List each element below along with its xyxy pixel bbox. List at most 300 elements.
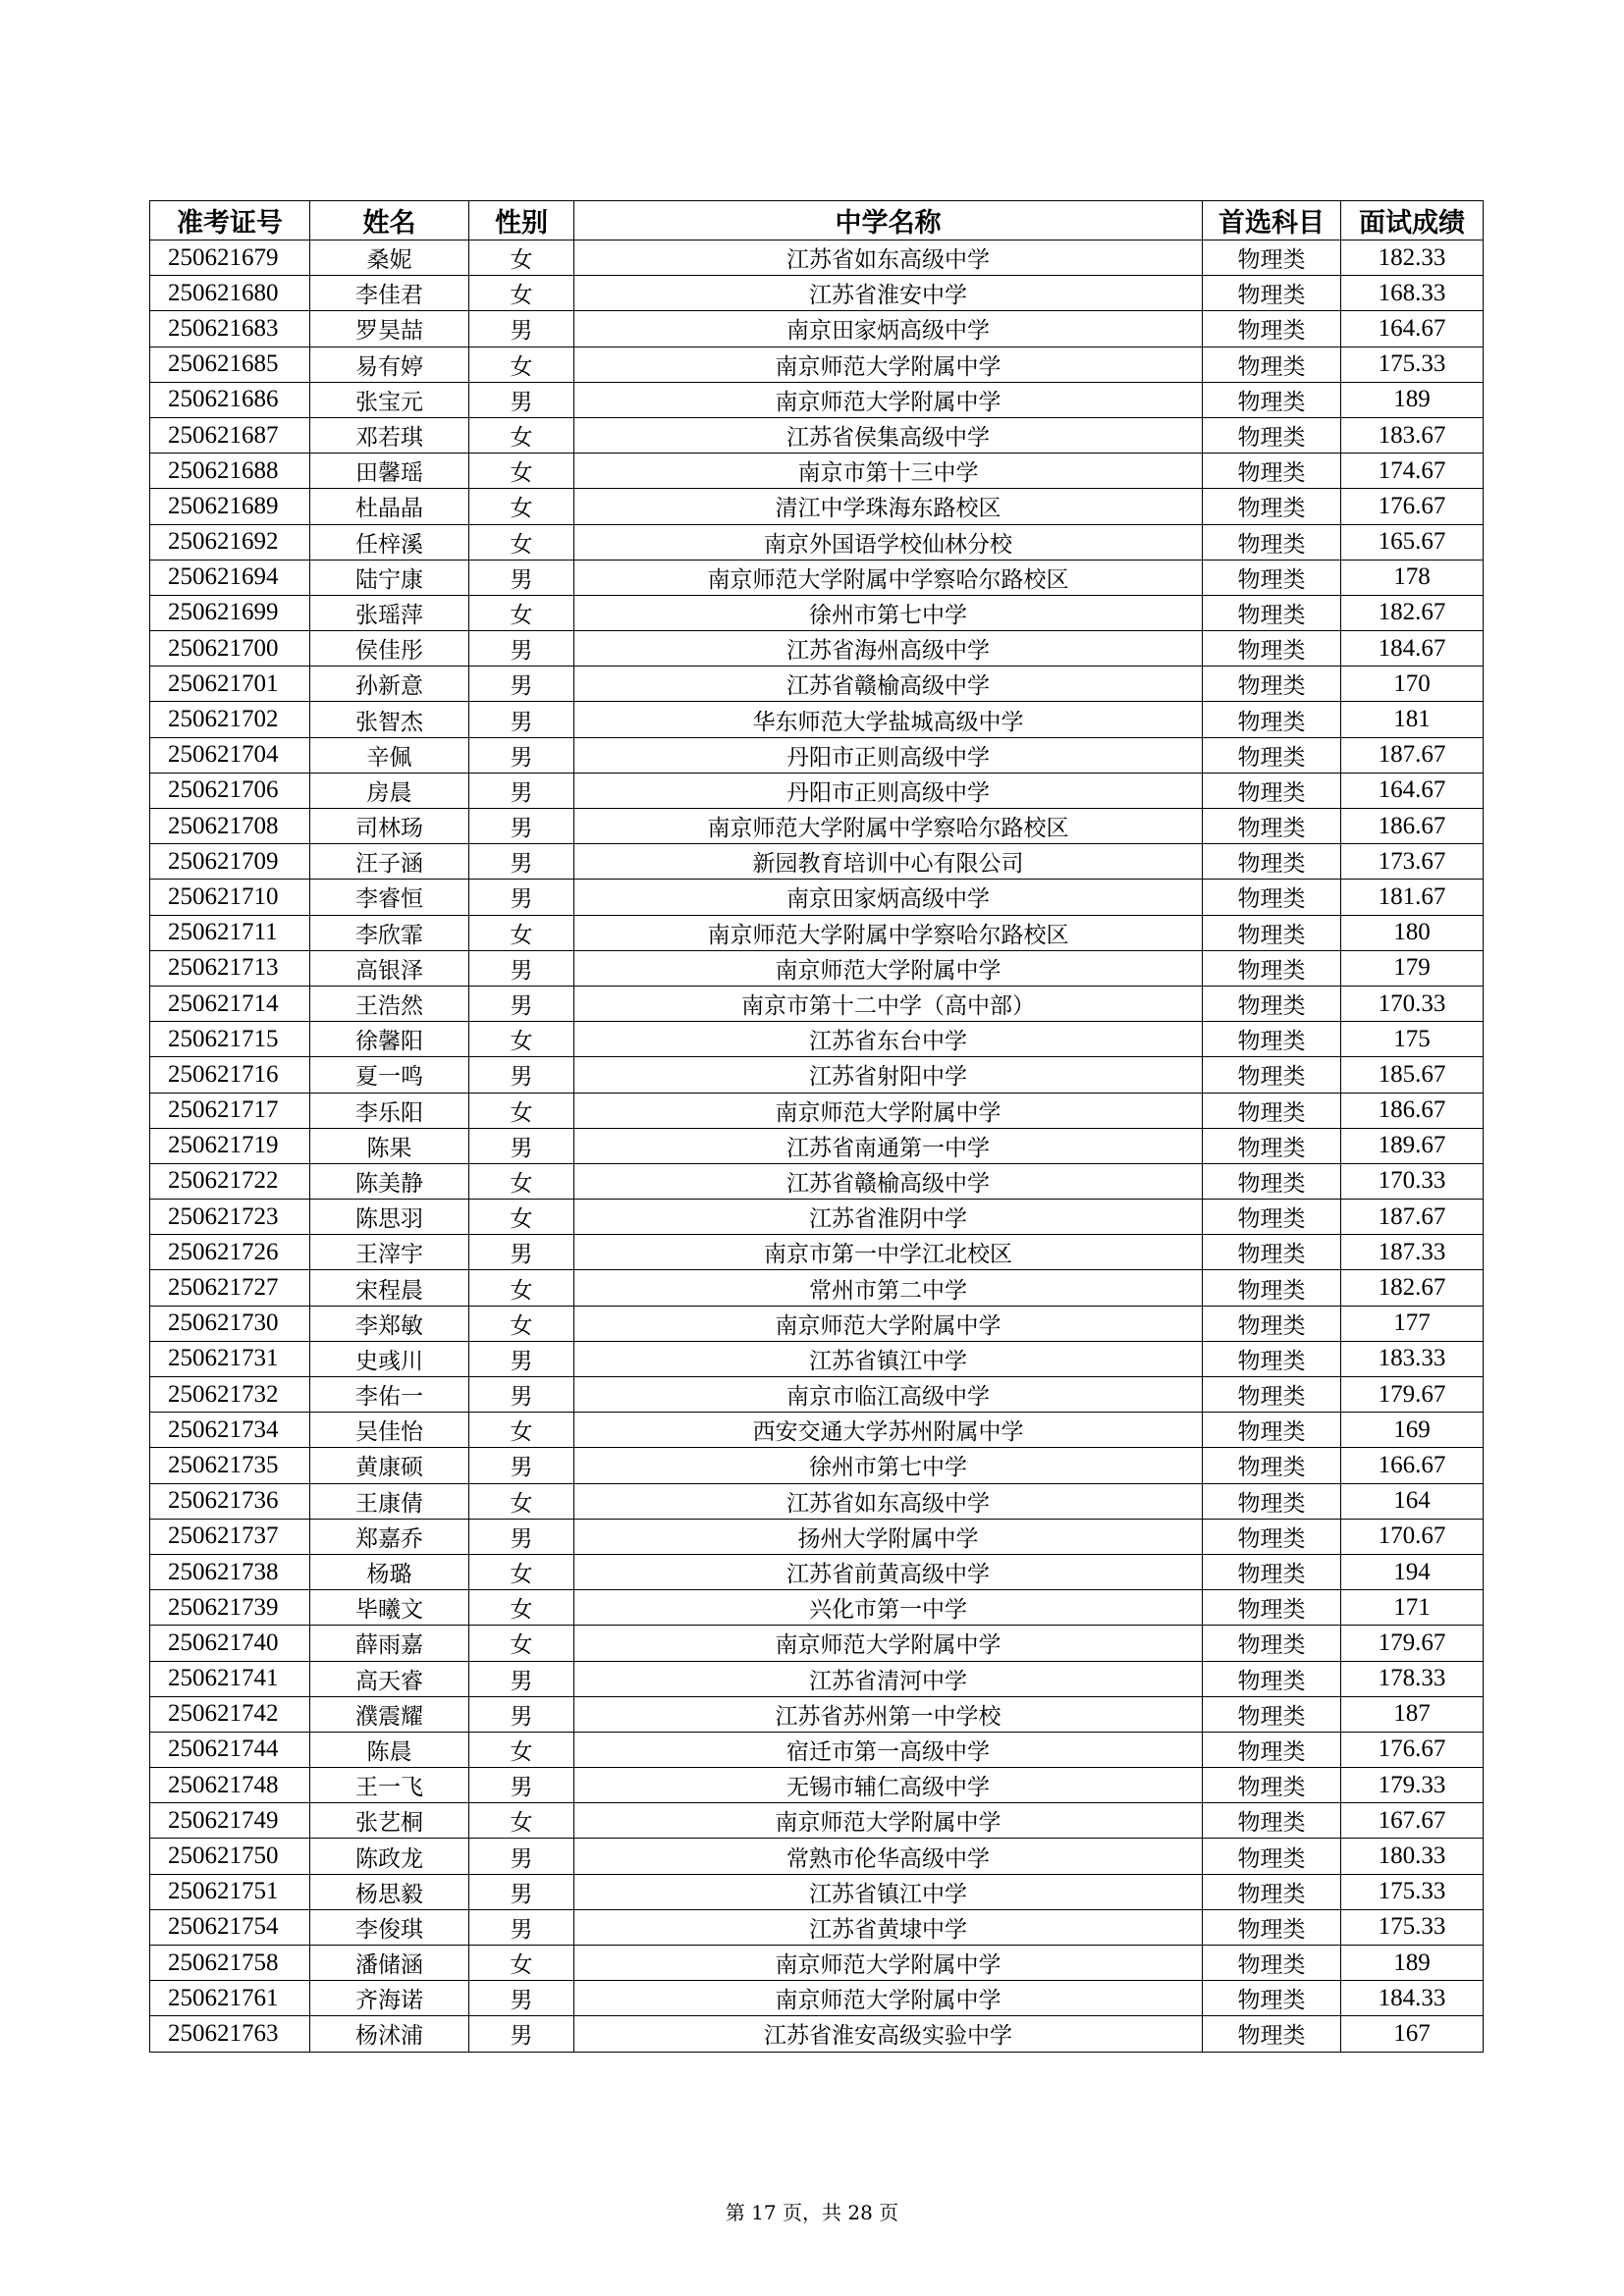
cell-name: 李佑一 — [310, 1377, 469, 1413]
cell-score: 186.67 — [1341, 1093, 1484, 1128]
table-row — [150, 382, 1484, 417]
table-row — [150, 1981, 1484, 2016]
table-row — [150, 986, 1484, 1021]
cell-exam-id: 250621734 — [150, 1413, 310, 1448]
cell-exam-id: 250621738 — [150, 1554, 310, 1589]
cell-subject: 物理类 — [1203, 1341, 1341, 1376]
cell-name: 陈政龙 — [310, 1839, 469, 1874]
cell-exam-id: 250621685 — [150, 347, 310, 382]
cell-exam-id: 250621706 — [150, 773, 310, 808]
cell-exam-id: 250621708 — [150, 809, 310, 844]
cell-gender: 男 — [469, 986, 574, 1021]
cell-name: 罗昊喆 — [310, 311, 469, 347]
cell-subject: 物理类 — [1203, 311, 1341, 347]
cell-score: 170.33 — [1341, 1163, 1484, 1199]
cell-score: 181.67 — [1341, 880, 1484, 915]
cell-school: 常州市第二中学 — [574, 1270, 1203, 1306]
cell-gender: 男 — [469, 950, 574, 986]
table-row — [150, 1519, 1484, 1554]
cell-exam-id: 250621699 — [150, 595, 310, 630]
cell-score: 175.33 — [1341, 1909, 1484, 1945]
cell-subject: 物理类 — [1203, 1981, 1341, 2016]
cell-name: 司林玚 — [310, 809, 469, 844]
cell-school: 江苏省清河中学 — [574, 1661, 1203, 1696]
cell-exam-id: 250621716 — [150, 1057, 310, 1093]
cell-exam-id: 250621739 — [150, 1590, 310, 1626]
cell-subject: 物理类 — [1203, 240, 1341, 276]
table-row — [150, 1235, 1484, 1270]
cell-subject: 物理类 — [1203, 524, 1341, 560]
cell-subject: 物理类 — [1203, 1413, 1341, 1448]
cell-gender: 女 — [469, 347, 574, 382]
cell-school: 南京师范大学附属中学 — [574, 347, 1203, 382]
cell-score: 183.33 — [1341, 1341, 1484, 1376]
cell-exam-id: 250621732 — [150, 1377, 310, 1413]
cell-exam-id: 250621692 — [150, 524, 310, 560]
cell-score: 165.67 — [1341, 524, 1484, 560]
cell-subject: 物理类 — [1203, 1093, 1341, 1128]
cell-gender: 女 — [469, 454, 574, 489]
cell-exam-id: 250621741 — [150, 1661, 310, 1696]
cell-subject: 物理类 — [1203, 950, 1341, 986]
table-row — [150, 595, 1484, 630]
header-score: 面试成绩 — [1341, 201, 1484, 240]
cell-subject: 物理类 — [1203, 417, 1341, 453]
cell-score: 175 — [1341, 1022, 1484, 1057]
cell-subject: 物理类 — [1203, 1554, 1341, 1589]
cell-exam-id: 250621723 — [150, 1200, 310, 1235]
table-row — [150, 311, 1484, 347]
cell-exam-id: 250621711 — [150, 915, 310, 950]
cell-subject: 物理类 — [1203, 1306, 1341, 1341]
cell-name: 黄康硕 — [310, 1448, 469, 1483]
table-row — [150, 809, 1484, 844]
cell-subject: 物理类 — [1203, 1590, 1341, 1626]
cell-subject: 物理类 — [1203, 1768, 1341, 1803]
cell-name: 任梓溪 — [310, 524, 469, 560]
cell-school: 江苏省南通第一中学 — [574, 1128, 1203, 1163]
cell-score: 189 — [1341, 1946, 1484, 1981]
table-row — [150, 1057, 1484, 1093]
cell-score: 164.67 — [1341, 311, 1484, 347]
cell-gender: 女 — [469, 1022, 574, 1057]
cell-school: 扬州大学附属中学 — [574, 1519, 1203, 1554]
cell-school: 南京师范大学附属中学 — [574, 1626, 1203, 1661]
cell-school: 江苏省淮安中学 — [574, 276, 1203, 311]
cell-exam-id: 250621748 — [150, 1768, 310, 1803]
cell-subject: 物理类 — [1203, 489, 1341, 524]
cell-gender: 女 — [469, 1483, 574, 1519]
cell-subject: 物理类 — [1203, 1803, 1341, 1839]
cell-school: 江苏省射阳中学 — [574, 1057, 1203, 1093]
cell-name: 陈晨 — [310, 1732, 469, 1767]
cell-exam-id: 250621688 — [150, 454, 310, 489]
table-row — [150, 773, 1484, 808]
cell-gender: 男 — [469, 560, 574, 595]
table-row — [150, 1590, 1484, 1626]
table-row — [150, 950, 1484, 986]
table-row — [150, 702, 1484, 737]
cell-subject: 物理类 — [1203, 560, 1341, 595]
cell-gender: 女 — [469, 1946, 574, 1981]
cell-name: 毕曦文 — [310, 1590, 469, 1626]
cell-school: 南京师范大学附属中学 — [574, 1946, 1203, 1981]
cell-exam-id: 250621700 — [150, 631, 310, 667]
table-row — [150, 667, 1484, 702]
cell-exam-id: 250621727 — [150, 1270, 310, 1306]
cell-school: 南京师范大学附属中学 — [574, 382, 1203, 417]
cell-school: 江苏省如东高级中学 — [574, 240, 1203, 276]
cell-score: 174.67 — [1341, 454, 1484, 489]
cell-gender: 女 — [469, 1413, 574, 1448]
cell-name: 高银泽 — [310, 950, 469, 986]
cell-name: 桑妮 — [310, 240, 469, 276]
cell-school: 南京师范大学附属中学察哈尔路校区 — [574, 560, 1203, 595]
cell-name: 李欣霏 — [310, 915, 469, 950]
table-header-row — [150, 201, 1484, 240]
cell-name: 李睿恒 — [310, 880, 469, 915]
cell-school: 南京师范大学附属中学 — [574, 1981, 1203, 2016]
cell-subject: 物理类 — [1203, 454, 1341, 489]
cell-exam-id: 250621742 — [150, 1696, 310, 1732]
cell-exam-id: 250621754 — [150, 1909, 310, 1945]
cell-school: 江苏省苏州第一中学校 — [574, 1696, 1203, 1732]
cell-name: 杨沭浦 — [310, 2016, 469, 2052]
table-row — [150, 1626, 1484, 1661]
cell-subject: 物理类 — [1203, 1732, 1341, 1767]
cell-score: 180 — [1341, 915, 1484, 950]
table-row — [150, 1768, 1484, 1803]
cell-name: 史彧川 — [310, 1341, 469, 1376]
table-row — [150, 1341, 1484, 1376]
cell-subject: 物理类 — [1203, 1448, 1341, 1483]
cell-school: 丹阳市正则高级中学 — [574, 773, 1203, 808]
cell-gender: 男 — [469, 631, 574, 667]
table-row — [150, 1377, 1484, 1413]
table-row — [150, 1874, 1484, 1909]
header-gender: 性别 — [469, 201, 574, 240]
table-row — [150, 1483, 1484, 1519]
cell-name: 徐馨阳 — [310, 1022, 469, 1057]
cell-subject: 物理类 — [1203, 1839, 1341, 1874]
cell-school: 徐州市第七中学 — [574, 595, 1203, 630]
cell-score: 164 — [1341, 1483, 1484, 1519]
cell-exam-id: 250621737 — [150, 1519, 310, 1554]
table-row — [150, 1554, 1484, 1589]
cell-school: 南京师范大学附属中学 — [574, 1803, 1203, 1839]
cell-subject: 物理类 — [1203, 595, 1341, 630]
cell-school: 宿迁市第一高级中学 — [574, 1732, 1203, 1767]
cell-subject: 物理类 — [1203, 1909, 1341, 1945]
cell-subject: 物理类 — [1203, 1874, 1341, 1909]
cell-exam-id: 250621715 — [150, 1022, 310, 1057]
cell-score: 181 — [1341, 702, 1484, 737]
cell-score: 170.33 — [1341, 986, 1484, 1021]
cell-gender: 男 — [469, 1981, 574, 2016]
cell-gender: 女 — [469, 524, 574, 560]
cell-name: 陆宁康 — [310, 560, 469, 595]
cell-score: 166.67 — [1341, 1448, 1484, 1483]
cell-score: 173.67 — [1341, 844, 1484, 880]
cell-exam-id: 250621722 — [150, 1163, 310, 1199]
cell-name: 杜晶晶 — [310, 489, 469, 524]
cell-subject: 物理类 — [1203, 631, 1341, 667]
cell-gender: 女 — [469, 1590, 574, 1626]
cell-score: 182.67 — [1341, 595, 1484, 630]
cell-subject: 物理类 — [1203, 1696, 1341, 1732]
cell-subject: 物理类 — [1203, 809, 1341, 844]
cell-gender: 男 — [469, 1519, 574, 1554]
cell-subject: 物理类 — [1203, 347, 1341, 382]
table-row — [150, 1946, 1484, 1981]
cell-score: 175.33 — [1341, 1874, 1484, 1909]
header-subject: 首选科目 — [1203, 201, 1341, 240]
cell-gender: 男 — [469, 880, 574, 915]
cell-subject: 物理类 — [1203, 844, 1341, 880]
cell-gender: 男 — [469, 382, 574, 417]
cell-gender: 女 — [469, 1200, 574, 1235]
cell-score: 178.33 — [1341, 1661, 1484, 1696]
cell-score: 179.67 — [1341, 1377, 1484, 1413]
cell-subject: 物理类 — [1203, 1377, 1341, 1413]
cell-score: 184.67 — [1341, 631, 1484, 667]
table-row — [150, 1270, 1484, 1306]
cell-school: 南京师范大学附属中学 — [574, 1093, 1203, 1128]
cell-exam-id: 250621679 — [150, 240, 310, 276]
cell-name: 邓若琪 — [310, 417, 469, 453]
cell-subject: 物理类 — [1203, 1128, 1341, 1163]
table-row — [150, 347, 1484, 382]
cell-school: 江苏省海州高级中学 — [574, 631, 1203, 667]
cell-name: 王康倩 — [310, 1483, 469, 1519]
cell-exam-id: 250621744 — [150, 1732, 310, 1767]
cell-score: 184.33 — [1341, 1981, 1484, 2016]
cell-name: 陈美静 — [310, 1163, 469, 1199]
cell-school: 江苏省赣榆高级中学 — [574, 1163, 1203, 1199]
cell-score: 187 — [1341, 1696, 1484, 1732]
table-row — [150, 1803, 1484, 1839]
cell-exam-id: 250621714 — [150, 986, 310, 1021]
cell-name: 孙新意 — [310, 667, 469, 702]
cell-exam-id: 250621758 — [150, 1946, 310, 1981]
cell-school: 江苏省淮安高级实验中学 — [574, 2016, 1203, 2052]
cell-exam-id: 250621761 — [150, 1981, 310, 2016]
cell-score: 179.67 — [1341, 1626, 1484, 1661]
score-table — [149, 200, 1484, 2053]
table-row — [150, 1909, 1484, 1945]
cell-name: 齐海诺 — [310, 1981, 469, 2016]
cell-gender: 女 — [469, 1732, 574, 1767]
cell-exam-id: 250621730 — [150, 1306, 310, 1341]
cell-school: 南京师范大学附属中学察哈尔路校区 — [574, 915, 1203, 950]
cell-name: 张智杰 — [310, 702, 469, 737]
cell-gender: 男 — [469, 1909, 574, 1945]
cell-exam-id: 250621750 — [150, 1839, 310, 1874]
cell-name: 郑嘉乔 — [310, 1519, 469, 1554]
cell-school: 常熟市伦华高级中学 — [574, 1839, 1203, 1874]
table-row — [150, 1448, 1484, 1483]
cell-score: 176.67 — [1341, 489, 1484, 524]
cell-score: 176.67 — [1341, 1732, 1484, 1767]
cell-exam-id: 250621735 — [150, 1448, 310, 1483]
cell-subject: 物理类 — [1203, 1163, 1341, 1199]
cell-score: 189.67 — [1341, 1128, 1484, 1163]
cell-name: 濮震耀 — [310, 1696, 469, 1732]
cell-gender: 男 — [469, 1768, 574, 1803]
cell-score: 170 — [1341, 667, 1484, 702]
cell-exam-id: 250621719 — [150, 1128, 310, 1163]
cell-subject: 物理类 — [1203, 986, 1341, 1021]
table-row — [150, 1022, 1484, 1057]
cell-school: 南京市第一中学江北校区 — [574, 1235, 1203, 1270]
cell-score: 179.33 — [1341, 1768, 1484, 1803]
cell-name: 侯佳彤 — [310, 631, 469, 667]
cell-name: 张宝元 — [310, 382, 469, 417]
cell-subject: 物理类 — [1203, 702, 1341, 737]
cell-subject: 物理类 — [1203, 880, 1341, 915]
cell-exam-id: 250621731 — [150, 1341, 310, 1376]
cell-subject: 物理类 — [1203, 1057, 1341, 1093]
cell-school: 南京田家炳高级中学 — [574, 880, 1203, 915]
cell-name: 王滓宇 — [310, 1235, 469, 1270]
cell-gender: 女 — [469, 1626, 574, 1661]
cell-school: 南京师范大学附属中学察哈尔路校区 — [574, 809, 1203, 844]
cell-exam-id: 250621763 — [150, 2016, 310, 2052]
cell-exam-id: 250621709 — [150, 844, 310, 880]
cell-gender: 女 — [469, 1803, 574, 1839]
table-row — [150, 1093, 1484, 1128]
cell-school: 江苏省赣榆高级中学 — [574, 667, 1203, 702]
cell-name: 李郑敏 — [310, 1306, 469, 1341]
cell-school: 江苏省黄埭中学 — [574, 1909, 1203, 1945]
table-row — [150, 1163, 1484, 1199]
cell-name: 陈果 — [310, 1128, 469, 1163]
cell-school: 江苏省镇江中学 — [574, 1341, 1203, 1376]
cell-gender: 男 — [469, 773, 574, 808]
cell-exam-id: 250621702 — [150, 702, 310, 737]
cell-name: 夏一鸣 — [310, 1057, 469, 1093]
cell-name: 辛佩 — [310, 737, 469, 773]
page-number: 第 17 页，共 28 页 — [725, 2201, 899, 2224]
cell-school: 华东师范大学盐城高级中学 — [574, 702, 1203, 737]
cell-gender: 女 — [469, 1093, 574, 1128]
cell-score: 182.67 — [1341, 1270, 1484, 1306]
cell-score: 183.67 — [1341, 417, 1484, 453]
table-row — [150, 1661, 1484, 1696]
cell-subject: 物理类 — [1203, 1200, 1341, 1235]
cell-gender: 男 — [469, 2016, 574, 2052]
cell-score: 179 — [1341, 950, 1484, 986]
table-row — [150, 489, 1484, 524]
cell-subject: 物理类 — [1203, 1661, 1341, 1696]
cell-name: 王浩然 — [310, 986, 469, 1021]
cell-gender: 男 — [469, 1839, 574, 1874]
cell-school: 新园教育培训中心有限公司 — [574, 844, 1203, 880]
cell-gender: 女 — [469, 417, 574, 453]
cell-school: 南京市临江高级中学 — [574, 1377, 1203, 1413]
cell-exam-id: 250621710 — [150, 880, 310, 915]
table-row — [150, 1306, 1484, 1341]
cell-score: 175.33 — [1341, 347, 1484, 382]
cell-score: 182.33 — [1341, 240, 1484, 276]
cell-school: 江苏省镇江中学 — [574, 1874, 1203, 1909]
table-row — [150, 417, 1484, 453]
cell-gender: 女 — [469, 1306, 574, 1341]
table-row — [150, 915, 1484, 950]
cell-subject: 物理类 — [1203, 2016, 1341, 2052]
cell-gender: 男 — [469, 809, 574, 844]
cell-score: 189 — [1341, 382, 1484, 417]
cell-school: 江苏省淮阴中学 — [574, 1200, 1203, 1235]
cell-gender: 女 — [469, 276, 574, 311]
cell-exam-id: 250621713 — [150, 950, 310, 986]
table-row — [150, 454, 1484, 489]
cell-gender: 男 — [469, 1341, 574, 1376]
cell-gender: 男 — [469, 1057, 574, 1093]
cell-score: 187.67 — [1341, 1200, 1484, 1235]
table-row — [150, 1413, 1484, 1448]
cell-name: 李佳君 — [310, 276, 469, 311]
cell-gender: 女 — [469, 1270, 574, 1306]
cell-school: 江苏省东台中学 — [574, 1022, 1203, 1057]
cell-subject: 物理类 — [1203, 773, 1341, 808]
cell-name: 陈思羽 — [310, 1200, 469, 1235]
cell-exam-id: 250621749 — [150, 1803, 310, 1839]
cell-name: 田馨瑶 — [310, 454, 469, 489]
cell-name: 张艺桐 — [310, 1803, 469, 1839]
table-row — [150, 2016, 1484, 2052]
cell-school: 徐州市第七中学 — [574, 1448, 1203, 1483]
cell-school: 江苏省侯集高级中学 — [574, 417, 1203, 453]
cell-gender: 男 — [469, 1448, 574, 1483]
cell-name: 宋程晨 — [310, 1270, 469, 1306]
cell-score: 164.67 — [1341, 773, 1484, 808]
cell-score: 169 — [1341, 1413, 1484, 1448]
cell-name: 李乐阳 — [310, 1093, 469, 1128]
cell-gender: 男 — [469, 1874, 574, 1909]
cell-gender: 女 — [469, 240, 574, 276]
cell-name: 汪子涵 — [310, 844, 469, 880]
cell-school: 西安交通大学苏州附属中学 — [574, 1413, 1203, 1448]
cell-name: 张瑶萍 — [310, 595, 469, 630]
table-row — [150, 240, 1484, 276]
cell-score: 187.67 — [1341, 737, 1484, 773]
cell-subject: 物理类 — [1203, 667, 1341, 702]
cell-subject: 物理类 — [1203, 1946, 1341, 1981]
cell-exam-id: 250621751 — [150, 1874, 310, 1909]
cell-name: 杨璐 — [310, 1554, 469, 1589]
cell-exam-id: 250621701 — [150, 667, 310, 702]
cell-gender: 男 — [469, 702, 574, 737]
header-exam-id: 准考证号 — [150, 201, 310, 240]
table-row — [150, 631, 1484, 667]
table-row — [150, 1200, 1484, 1235]
cell-school: 丹阳市正则高级中学 — [574, 737, 1203, 773]
cell-gender: 男 — [469, 1661, 574, 1696]
cell-exam-id: 250621686 — [150, 382, 310, 417]
cell-name: 杨思毅 — [310, 1874, 469, 1909]
cell-subject: 物理类 — [1203, 1519, 1341, 1554]
cell-exam-id: 250621726 — [150, 1235, 310, 1270]
cell-name: 王一飞 — [310, 1768, 469, 1803]
cell-subject: 物理类 — [1203, 1235, 1341, 1270]
cell-exam-id: 250621717 — [150, 1093, 310, 1128]
cell-subject: 物理类 — [1203, 1626, 1341, 1661]
table-row — [150, 737, 1484, 773]
cell-school: 南京外国语学校仙林分校 — [574, 524, 1203, 560]
cell-subject: 物理类 — [1203, 1022, 1341, 1057]
cell-gender: 男 — [469, 1128, 574, 1163]
